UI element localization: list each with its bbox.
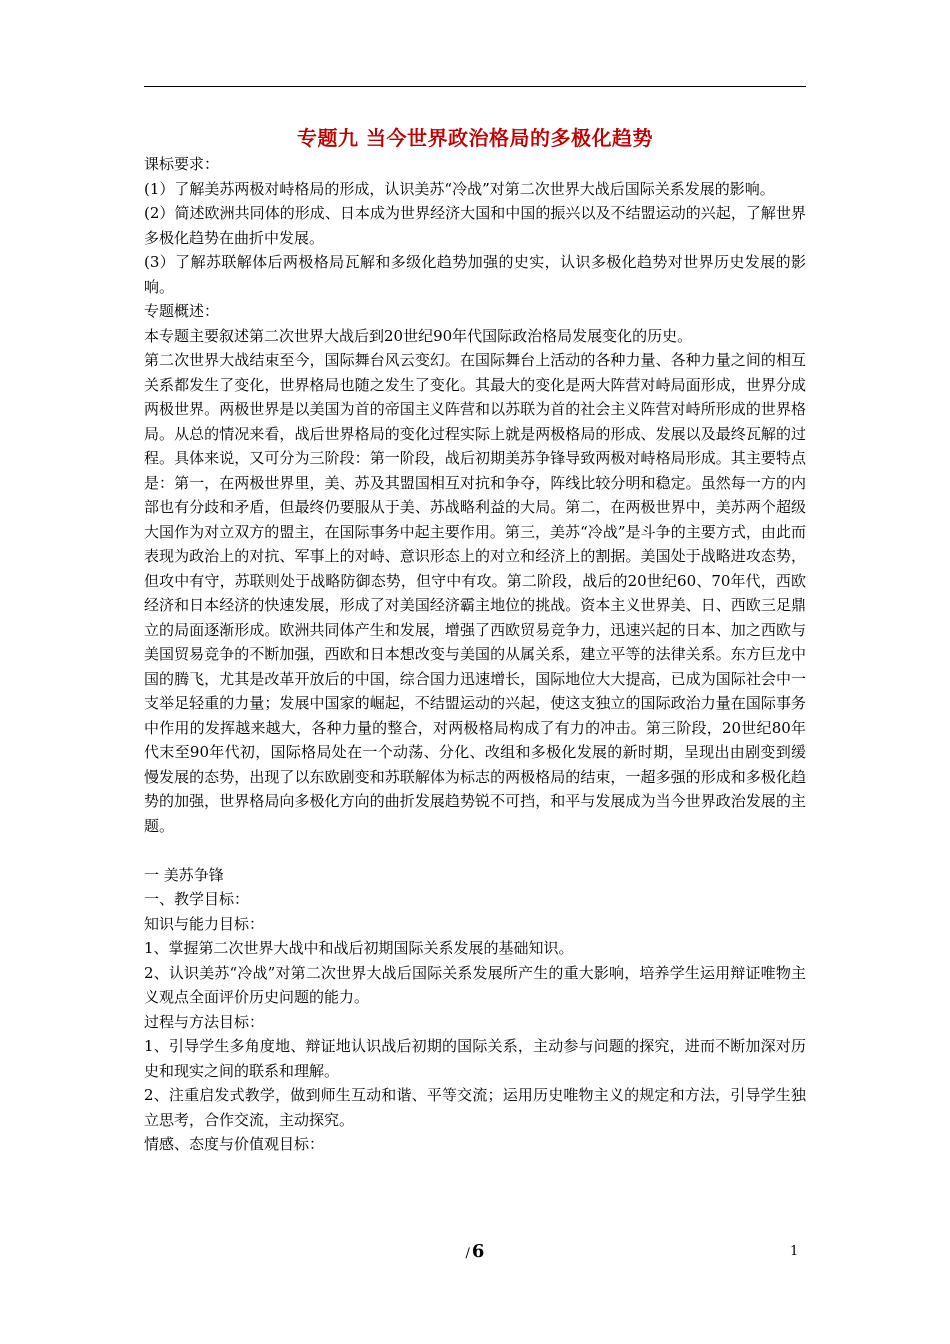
process-goal-2: 2、注重启发式教学，做到师生互动和谐、平等交流；运用历史唯物主义的规定和方法，引导学生独立思考，合作交流，主动探究。 <box>144 1086 806 1129</box>
paragraph-requirement-3: (3）了解苏联解体后两极格局瓦解和多级化趋势加强的史实，认识多极化趋势对世界历史发展的影响。 <box>144 253 806 296</box>
header-rule <box>144 86 806 87</box>
knowledge-goal-1: 1、掌握第二次世界大战中和战后初期国际关系发展的基础知识。 <box>144 939 574 957</box>
page-count <box>440 1241 510 1265</box>
document-body <box>144 152 806 1157</box>
document-title: 专题九 当今世界政治格局的多极化趋势 <box>297 126 653 150</box>
paragraph-requirement-1: (1）了解美苏两极对峙格局的形成，认识美苏“冷战”对第二次世界大战后国际关系发展的影响。 <box>144 179 775 198</box>
paragraph-overview-body: 第二次世界大战结束至今，国际舞台风云变幻。在国际舞台上活动的各种力量、各种力量之间的相互关系都发生了变化，世界格局也随之发生了变化。其最大的变化是两大阵营对峙局面形成，世界分成两极世界。两极世界是以美国为首的帝国主义阵营和以苏联为首的社会主义阵营对峙所形成的世界格局。从总的情况来看，战后世界格局的变化过程实际上就是两极格局的形成、发展以及最终瓦解的过程。具体来说，又可分为三阶段：第一阶段，战后初期美苏争锋导致两极对峙格局形成。其主要特点是：第一，在两极世界里，美、苏及其盟国相互对抗和争夺，阵线比较分明和稳定。虽然每一方的内部也有分歧和矛盾，但最终仍要服从于美、苏战略利益的大局。第二，在两极世界中，美苏两个超级大国作为对立双方的盟主，在国际事务中起主要作用。第三，美苏“冷战”是斗争的主要方式，由此而表现为政治上的对抗、军事上的对峙、意识形态上的对立和经济上的割据。美国处于战略进攻态势，但攻中有守，苏联则处于战略防御态势，但守中有攻。第二阶段，战后的20世纪60、70年代，西欧经济和日本经济的快速发展，形成了对美国经济霸主地位的挑战。资本主义世界美、日、西欧三足鼎立的局面逐渐形成。欧洲共同体产生和发展，增强了西欧贸易竞争力，迅速兴起的日本、加之西欧与美国贸易竞争的不断加强，西欧和日本想改变与美国的从属关系，建立平等的法律关系。东方巨龙中国的腾飞，尤其是改革开放后的中国，综合国力迅速增长，国际地位大大提高，已成为国际社会中一支举足轻重的力量；发展中国家的崛起，不结盟运动的兴起，使这支独立的国际政治力量在国际事务中作用的发挥越来越大，各种力量的整合，对两极格局构成了有力的冲击。第三阶段，20世纪80年代末至90年代初，国际格局处在一个动荡、分化、改组和多极化发展的新时期，呈现出由剧变到缓慢发展的态势，出现了以东欧剧变和苏联解体为标志的两极格局的结束，一超多强的形成和多极化趋势的加强，世界格局向多极化方向的曲折发展趋势锐不可挡，和平与发展成为当今世界政治发展的主题。 <box>144 351 806 835</box>
teaching-goals-heading: 一、教学目标： <box>144 890 250 908</box>
paragraph-overview-intro: 本专题主要叙述第二次世界大战后到20世纪90年代国际政治格局发展变化的历史。 <box>144 326 693 345</box>
section-heading: 一 美苏争锋 <box>144 865 224 884</box>
page-total: 6 <box>471 1241 485 1262</box>
process-goal-1: 1、引导学生多角度地、辩证地认识战后初期的国际关系，主动参与问题的探究，进而不断加深对历史和现实之间的联系和理解。 <box>144 1037 806 1080</box>
page-number: 1 <box>790 1244 799 1259</box>
paragraph-overview-heading: 专题概述： <box>144 302 220 320</box>
process-goals-heading: 过程与方法目标： <box>144 1012 265 1031</box>
paragraph-requirement-2: (2）简述欧洲共同体的形成、日本成为世界经济大国和中国的振兴以及不结盟运动的兴起，了解世界多极化趋势在曲折中发展。 <box>144 204 806 247</box>
attitude-goals-heading: 情感、态度与价值观目标： <box>144 1135 325 1153</box>
blank-line <box>144 838 806 863</box>
paragraph-curriculum-heading: 课标要求： <box>144 155 220 173</box>
page-separator: / <box>465 1246 470 1261</box>
knowledge-goals-heading: 知识与能力目标： <box>144 914 265 933</box>
knowledge-goal-2: 2、认识美苏“冷战”对第二次世界大战后国际关系发展所产生的重大影响，培养学生运用辩证唯物主义观点全面评价历史问题的能力。 <box>144 963 806 1006</box>
